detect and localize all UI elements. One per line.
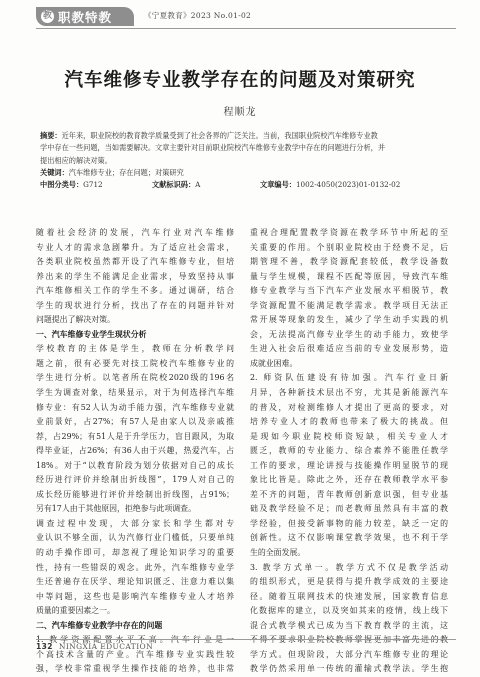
article-no-label: 文章编号： <box>260 180 296 190</box>
body-text-line: 养出来的学生不能满足企业需求，导致坚持从事 <box>36 271 234 281</box>
keywords-label: 关键词： <box>40 167 69 177</box>
doc-code-value: A <box>195 180 201 190</box>
body-text-line: 教学仍然采用单一传统的灌输式教学法。学生抱 <box>250 664 448 674</box>
body-text-line: 2. 师资队伍建设有待加强。汽车行业日新 <box>250 373 448 383</box>
body-text-line: 另有17人由于其他原因，拒绝参与此项调查。 <box>36 504 196 514</box>
article-title: 汽车维修专业教学存在的问题及对策研究 <box>64 70 416 91</box>
body-text-line: 题之前，很有必要先对技工院校汽车维修专业的 <box>36 358 234 368</box>
body-text-line: 随着社会经济的发展，汽车行业对汽车维修 <box>36 228 234 237</box>
body-text-line: 荐，占29%；有51人是于升学压力，盲目跟风，为取 <box>36 431 234 441</box>
body-text-line: 业认识不够全面，认为汽修行业门槛低，只要单纯 <box>36 533 234 543</box>
body-text-line: 化数据库的建立，以及突如其来的疫情，线上线下 <box>250 606 448 616</box>
column-badge <box>36 7 134 26</box>
body-text-line: 径。随着互联网技术的快速发展，国家教育信息 <box>250 591 448 601</box>
body-text-line: 质量的重要因素之一。 <box>36 606 115 616</box>
clc-value: G712 <box>83 180 103 190</box>
body-text-line: 成就业困难。 <box>250 358 298 368</box>
body-column-left <box>36 226 234 677</box>
article-no-value: 1002-4050(2023)01-0132-02 <box>295 180 401 190</box>
body-text-line: 生的全面发展。 <box>250 548 306 558</box>
body-text-line: 问题提出了解决对策。 <box>36 315 115 325</box>
doc-code-label: 文献标识码： <box>152 180 196 190</box>
abstract-line <box>40 130 448 142</box>
body-text-line: 学生的现状进行分析，找出了存在的问题并针对 <box>36 300 234 310</box>
classification-line <box>40 179 448 191</box>
body-text-line: 的组织形式，更是获得与提升教学成效的主要途 <box>250 577 448 587</box>
abstract-label: 摘要： <box>40 131 62 140</box>
body-text-line: 修专业：有52人认为动手能力强，汽车维修专业就 <box>36 402 234 412</box>
body-text-line: 调查过程中发现，大部分家长和学生都对专 <box>36 518 234 528</box>
keywords-line <box>40 167 448 179</box>
footer-divider <box>36 639 456 640</box>
body-text-line: 性，持有一些错误的观念。此外，汽车维修专业学 <box>36 562 234 572</box>
column-label: 职教特教 <box>58 10 113 25</box>
abstract-line: 学中存在一些问题，当如需要解决。文章主要针对目前职业院校汽车维修专业教学中存在的问题进行分析，并 <box>40 143 386 153</box>
body-text-line: 创新性。这不仅影响课堂教学效果，也不利于学 <box>250 533 448 543</box>
section-heading: 二、汽车维修专业教学中存在的问题 <box>36 620 163 630</box>
body-column-right <box>250 226 448 677</box>
section-heading: 一、汽车维修专业学生现状分析 <box>36 329 147 339</box>
body-text-line: 汽车维修相关工作的学生不多。通过调研，结合 <box>36 286 234 296</box>
body-text-line: 础及教学经验不足；而老教师虽然具有丰富的教 <box>250 504 448 514</box>
body-text-line: 中等问题，这些也是影响汽车维修专业人才培养 <box>36 591 234 601</box>
keywords-text: 汽车维修专业；存在问题；对策研究 <box>68 167 184 177</box>
body-text-line: 学经验，但接受新事物的能力较差，缺乏一定的 <box>250 518 448 528</box>
abstract-text: 近年来，职业院校的教育教学质量受到了社会各界的广泛关注。当前，我国职业院校汽车维修专业教 <box>61 131 378 140</box>
body-text-line: 月异，各种新技术层出不穷，尤其是新能源汽车 <box>250 388 448 398</box>
body-text-line: 3. 教学方式单一。教学方式不仅是教学活动 <box>250 562 448 572</box>
body-text-line: 学校教育的主体是学生，教师在分析教学问 <box>36 344 234 354</box>
abstract-line: 提出相应的解决对策。 <box>40 155 112 165</box>
body-text-line: 业前景好，占27%；有57人是由家人以及亲戚推 <box>36 417 234 427</box>
body-text-line: 会，无法提高汽修专业学生的动手能力，致使学 <box>250 329 448 339</box>
body-text-line: 生还普遍存在厌学、理论知识匮乏、注意力难以集 <box>36 577 234 587</box>
journal-issue-info: 《宁夏教育》2023 No.01-02 <box>144 11 252 20</box>
body-text-line: 的普及，对检测维修人才提出了更高的要求，对 <box>250 402 448 412</box>
body-text-line: 学资源配置不能满足教学需求。教学项目无法正 <box>250 300 448 310</box>
body-text-line: 差不齐的问题，青年教师创新意识强，但专业基 <box>250 489 448 499</box>
body-text-line: 各类职业院校虽然都开设了汽车维修专业，但培 <box>36 257 234 267</box>
body-text-line: 修专业教学与当下汽车产业发展水平相脱节，教 <box>250 286 448 296</box>
body-text-line: 18%。对于“以教育阶段为划分依据对自己的成长 <box>36 460 234 470</box>
body-text-line: 不得不要求职业院校教师掌握更加丰富先进的教 <box>250 635 448 645</box>
journal-name: NINGXIA EDUCATION <box>58 642 154 651</box>
body-text-line: 专业人才的需求急剧攀升。为了适应社会需求， <box>36 242 234 252</box>
body-text-line: 是现如今职业院校师资短缺，相关专业人才 <box>250 431 448 441</box>
article-author: 程顺龙 <box>223 107 257 118</box>
body-text-line: 象比比皆是。除此之外，还存在教师教学水平参 <box>250 475 448 485</box>
body-text-line: 混合式教学模式已成为当下教育教学的主流，这 <box>250 620 448 630</box>
body-text-line: 成长经历能够进行评价并绘制出折线图，占91%； <box>36 489 234 499</box>
doc-code-item <box>152 179 200 191</box>
column-badge-icon: 教 <box>42 11 52 21</box>
header-divider <box>36 28 456 29</box>
body-text-line: 学方式。但现阶段，大部分汽车维修专业的理论 <box>250 649 448 659</box>
article-no-item <box>260 179 400 191</box>
body-text-line: 匮乏，教师的专业能力、综合素养不能胜任教学 <box>250 446 448 456</box>
body-text-line: 培养专业人才的教师也带来了极大的挑战。但 <box>250 417 448 427</box>
body-text-line: 关重要的作用。个别职业院校由于经费不足，后 <box>250 242 448 252</box>
clc-item <box>40 179 103 191</box>
body-text-line: 强，学校非常重视学生操作技能的培养，也非常 <box>36 664 234 674</box>
body-text-line: 1. 教学资源配置水平不高。汽车行业是一 <box>36 635 234 645</box>
body-text-line: 期管理不善，教学资源配套较低，教学设备数 <box>250 257 448 267</box>
page-footer <box>36 642 153 651</box>
body-text-line: 生进入社会后很难适应当前的专业发展形势，造 <box>250 344 448 354</box>
body-text-line: 常开展等现象的发生，减少了学生动手实践的机 <box>250 315 448 325</box>
body-text-line: 得毕业证，占26%；有36人由于兴趣，热爱汽车，占 <box>36 446 234 456</box>
clc-label: 中图分类号： <box>40 180 84 190</box>
body-text-line: 学生进行分析。以笔者所在院校2020级的196名 <box>36 373 234 383</box>
page-number: 132 <box>36 642 53 651</box>
body-text-line: 的动手操作即可，却忽视了理论知识学习的重要 <box>36 548 234 558</box>
body-text-line: 个高技术含量的产业。汽车维修专业实践性较 <box>36 649 234 659</box>
body-text-line: 工作的要求，理论讲授与技能操作明显脱节的现 <box>250 460 448 470</box>
page-header <box>0 0 480 40</box>
body-text-line: 经历进行评价并绘制出折线图”，179人对自己的 <box>36 475 234 485</box>
body-text-line: 学生为调查对象，结果显示，对于为何选择汽车维 <box>36 388 234 398</box>
abstract-block <box>40 130 448 191</box>
body-text-line: 重视合理配置教学资源在教学环节中所起的至 <box>250 228 448 237</box>
body-text-line: 量与学生规模，课程不匹配等原因，导致汽车维 <box>250 271 448 281</box>
